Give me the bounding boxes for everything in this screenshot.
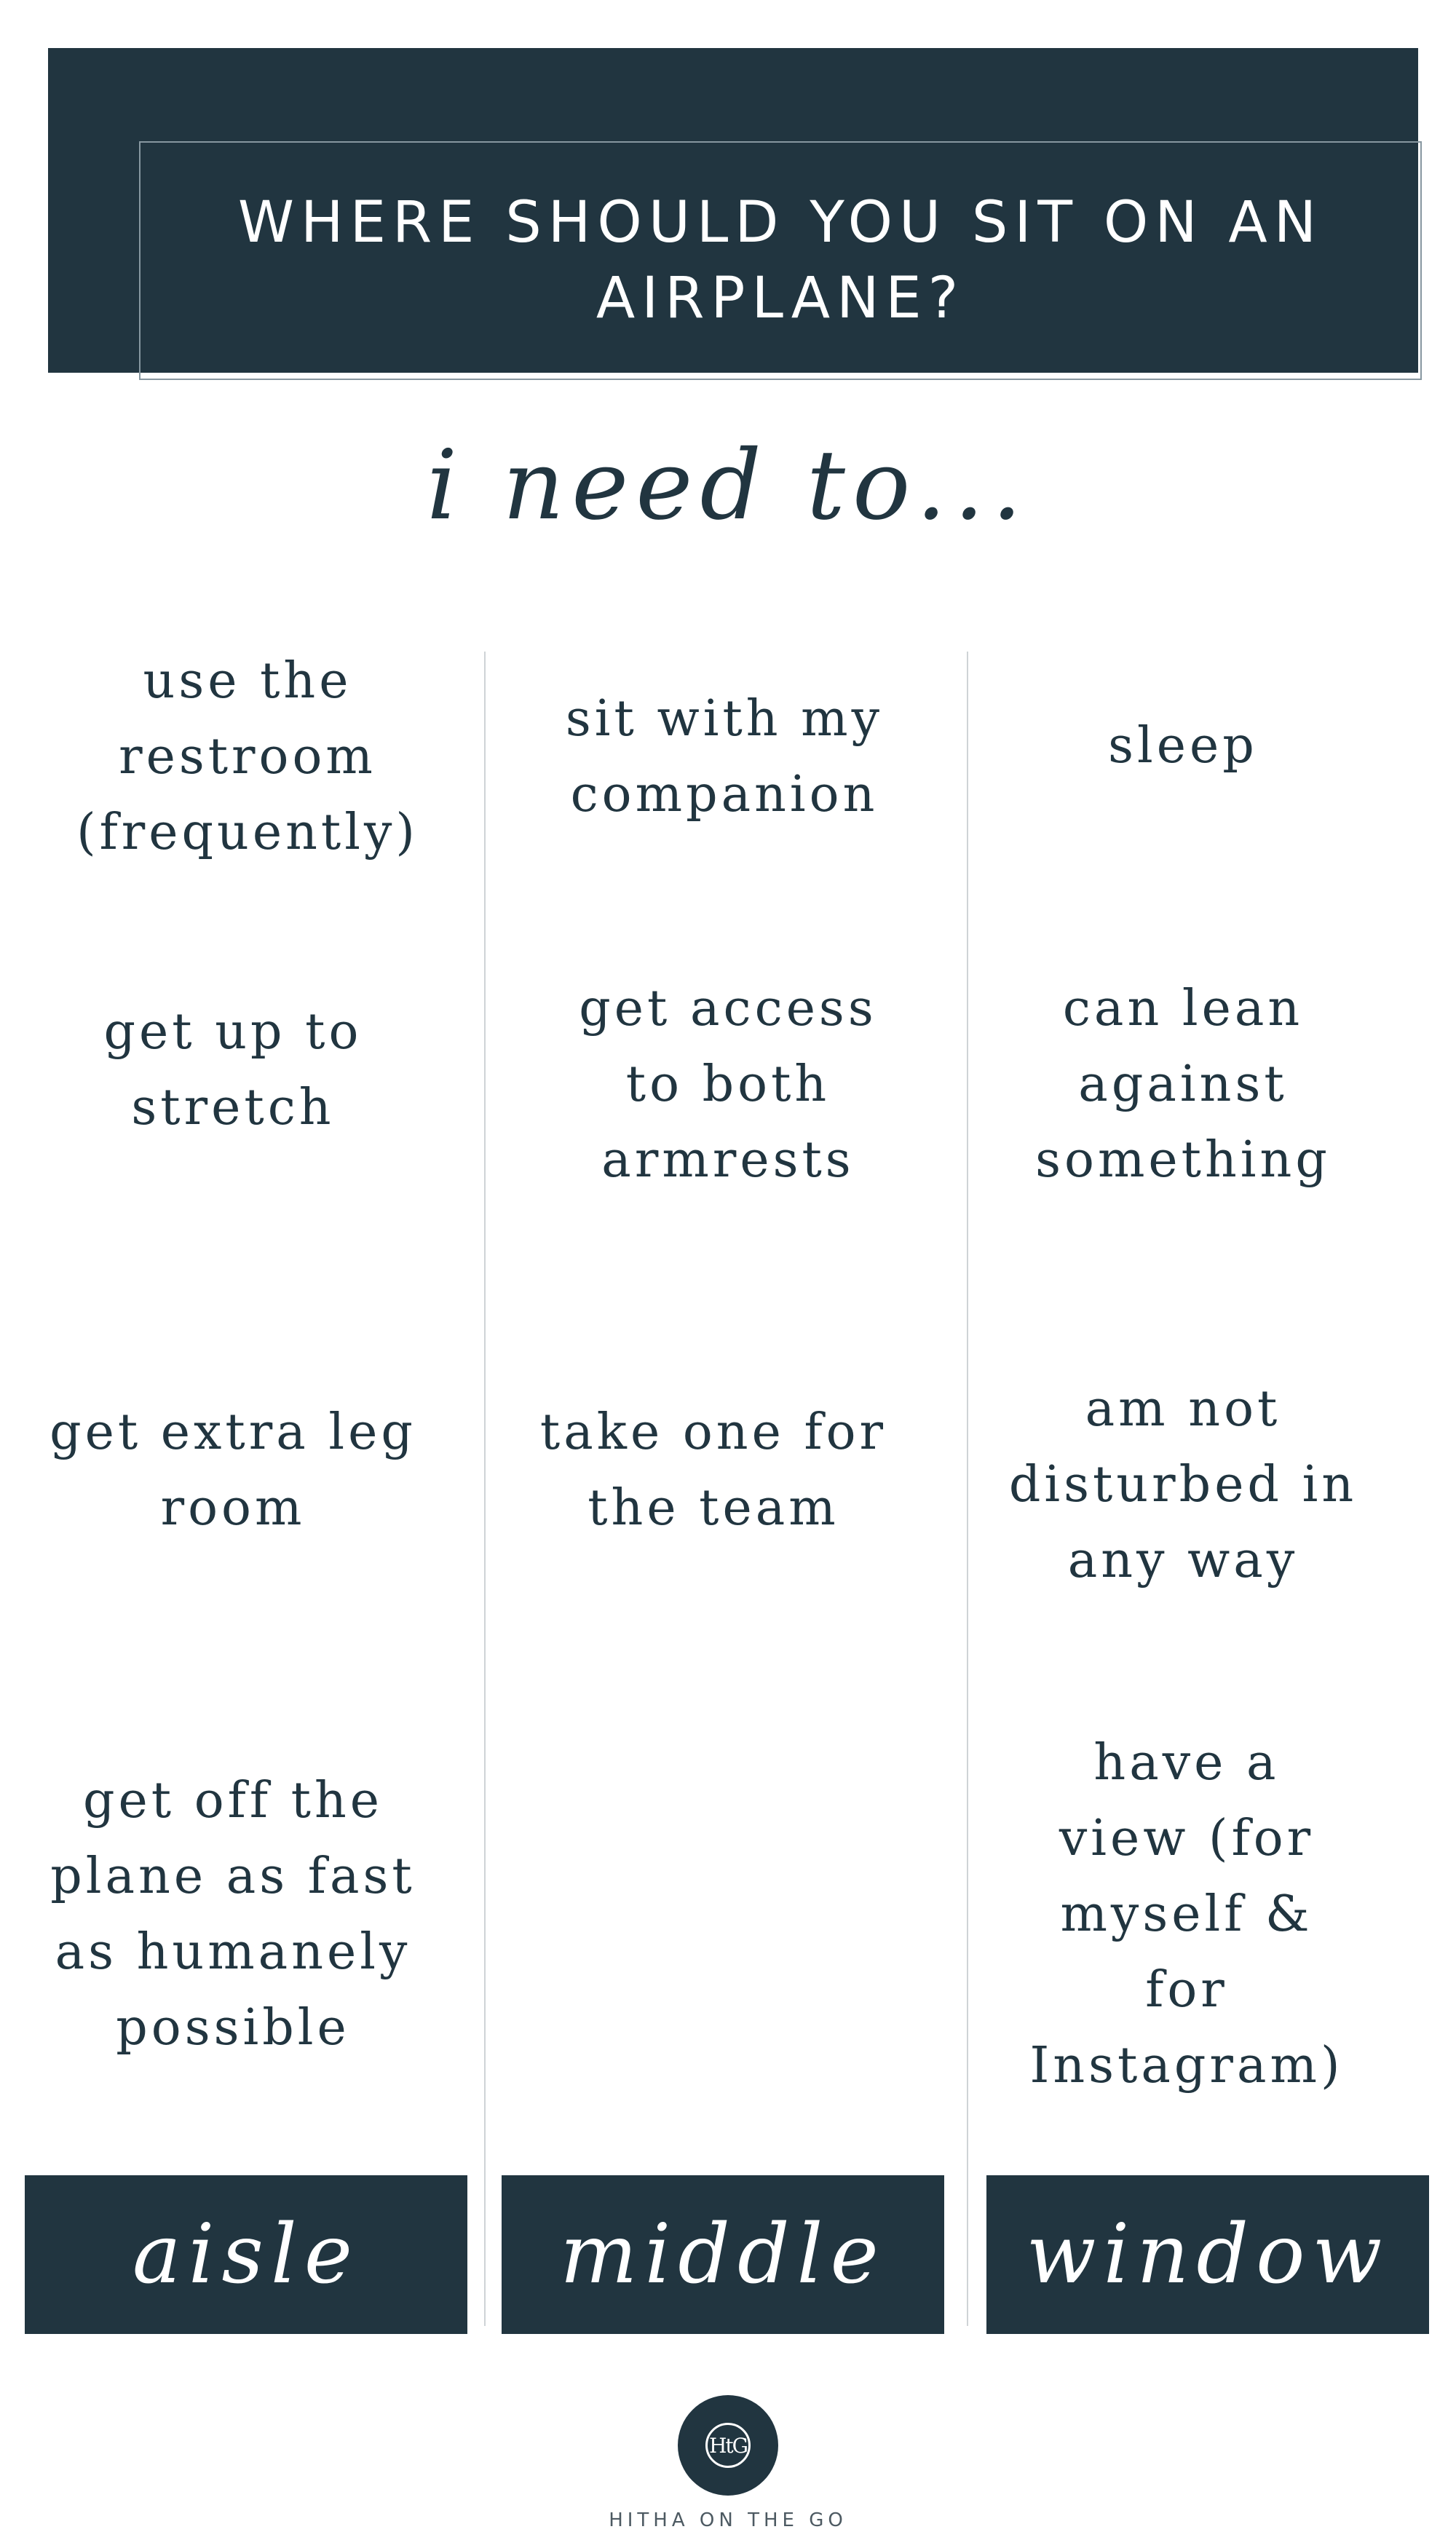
header-banner bbox=[48, 48, 1418, 373]
window-label: window bbox=[986, 2175, 1429, 2334]
header-frame bbox=[139, 141, 1422, 380]
subtitle: i need to... bbox=[427, 430, 1029, 542]
aisle-item-stretch: get up to stretch bbox=[103, 1003, 363, 1136]
aisle-label: aisle bbox=[25, 2175, 467, 2334]
column-divider-left bbox=[484, 652, 486, 2326]
middle-label: middle bbox=[502, 2175, 944, 2334]
page-title: WHERE SHOULD YOU SIT ON AN AIRPLANE? bbox=[237, 190, 1324, 331]
aisle-item-deplane: get off the plane as fast as humanely possible bbox=[50, 1772, 416, 2057]
window-item-sleep: sleep bbox=[1108, 717, 1258, 775]
middle-item-companion: sit with my companion bbox=[565, 690, 884, 823]
middle-item-armrests: get access to both armrests bbox=[579, 980, 877, 1189]
window-item-undisturbed: am not disturbed in any way bbox=[1008, 1380, 1358, 1589]
window-item-view: have a view (for myself & for Instagram) bbox=[1029, 1734, 1344, 2094]
window-item-lean: can lean against something bbox=[1035, 980, 1331, 1189]
logo-monogram-icon: HtG bbox=[705, 2423, 751, 2468]
aisle-item-legroom: get extra leg room bbox=[50, 1404, 416, 1537]
brand-name: HITHA ON THE GO bbox=[609, 2509, 847, 2531]
aisle-item-restroom: use the restroom (frequently) bbox=[76, 652, 419, 861]
middle-item-team: take one for the team bbox=[539, 1404, 887, 1537]
brand-logo bbox=[678, 2395, 778, 2496]
column-divider-right bbox=[967, 652, 968, 2326]
